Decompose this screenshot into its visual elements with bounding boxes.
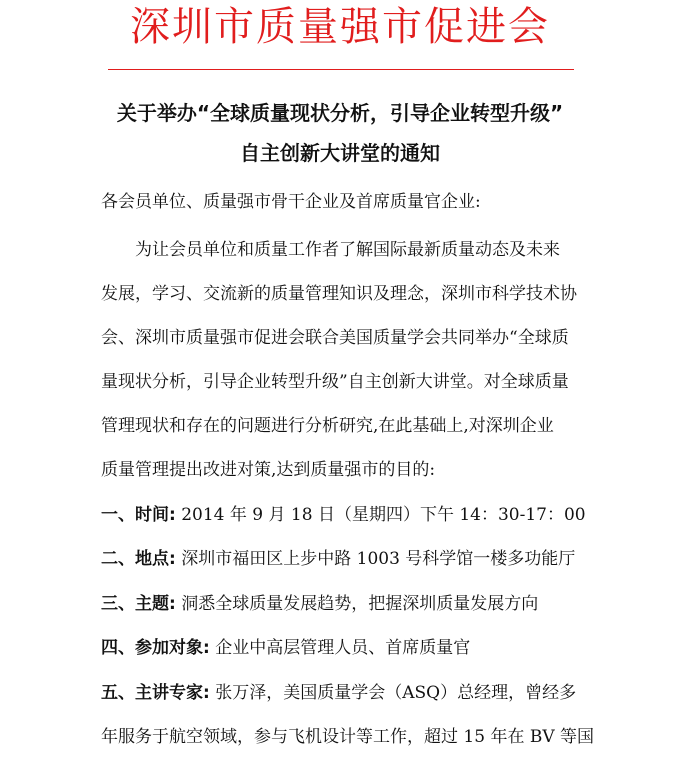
item-speaker [101, 681, 576, 705]
body-paragraph-line: 为让会员单位和质量工作者了解国际最新质量动态及未来 [135, 240, 560, 260]
item-time-label: 一、时间: [101, 505, 176, 525]
item-theme [101, 592, 538, 616]
item-participants [101, 636, 470, 660]
item-location-value: 深圳市福田区上步中路 1003 号科学馆一楼多功能厅 [181, 549, 576, 569]
item-speaker-value: 张万泽，美国质量学会（ASQ）总经理，曾经多 [215, 683, 577, 703]
speaker-continuation-line: 年服务于航空领域，参与飞机设计等工作，超过 15 年在 BV 等国 [101, 727, 595, 747]
item-time [101, 503, 586, 527]
body-paragraph-line: 会、深圳市质量强市促进会联合美国质量学会共同举办“全球质 [101, 328, 569, 348]
salutation: 各会员单位、质量强市骨干企业及首席质量官企业: [101, 192, 481, 212]
body-paragraph-line: 质量管理提出改进对策,达到质量强市的目的: [101, 460, 436, 480]
notice-title-line-2: 自主创新大讲堂的通知 [240, 141, 440, 165]
red-divider [108, 69, 574, 70]
item-participants-label: 四、参加对象: [101, 638, 210, 658]
item-location [101, 547, 575, 571]
body-paragraph-line: 量现状分析，引导企业转型升级”自主创新大讲堂。对全球质量 [101, 372, 569, 392]
item-location-label: 二、地点: [101, 549, 176, 569]
body-paragraph-line: 管理现状和存在的问题进行分析研究,在此基础上,对深圳企业 [101, 416, 554, 436]
notice-title-line-1: 关于举办“全球质量现状分析，引导企业转型升级” [116, 101, 564, 125]
item-theme-label: 三、主题: [101, 594, 176, 614]
body-paragraph-line: 发展，学习、交流新的质量管理知识及理念，深圳市科学技术协 [101, 284, 577, 304]
item-theme-value: 洞悉全球质量发展趋势，把握深圳质量发展方向 [181, 594, 539, 614]
item-participants-value: 企业中高层管理人员、首席质量官 [215, 638, 471, 658]
organization-title: 深圳市质量强市促进会 [130, 4, 550, 50]
item-speaker-label: 五、主讲专家: [101, 683, 210, 703]
item-time-value: 2014 年 9 月 18 日（星期四）下午 14：30-17：00 [181, 505, 586, 525]
